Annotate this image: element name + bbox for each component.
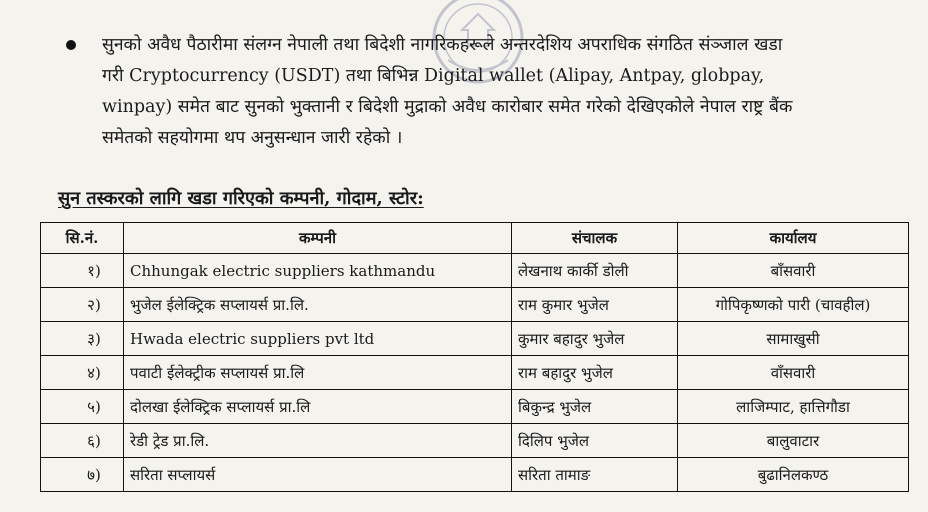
paragraph-text: [102, 30, 892, 154]
cell-office: बालुवाटार: [678, 424, 909, 458]
cell-company: Chhungak electric suppliers kathmandu: [124, 254, 512, 288]
cell-operator: बिकुन्द्र भुजेल: [512, 390, 678, 424]
bullet-item: [62, 30, 902, 154]
cell-office: वाँसवारी: [678, 356, 909, 390]
cell-operator: दिलिप भुजेल: [512, 424, 678, 458]
cell-serial: १): [41, 254, 124, 288]
table-row: [41, 390, 909, 424]
cell-operator: सरिता तामाङ: [512, 458, 678, 492]
cell-serial: ७): [41, 458, 124, 492]
section-heading: सुन तस्करको लागि खडा गरिएको कम्पनी, गोदाम, स्टोर:: [58, 188, 424, 209]
cell-operator: कुमार बहादुर भुजेल: [512, 322, 678, 356]
bullet-icon: [66, 40, 76, 50]
table-header-row: [41, 223, 909, 254]
cell-company: Hwada electric suppliers pvt ltd: [124, 322, 512, 356]
paragraph-line-4: समेतको सहयोगमा थप अनुसन्धान जारी रहेको ।: [102, 128, 403, 148]
bullet-paragraph: [62, 30, 902, 154]
header-serial: सि.नं.: [41, 223, 124, 254]
table-row: [41, 322, 909, 356]
cell-company: पवाटी ईलेक्ट्रीक सप्लायर्स प्रा.लि: [124, 356, 512, 390]
cell-company: भुजेल ईलेक्ट्रिक सप्लायर्स प्रा.लि.: [124, 288, 512, 322]
cell-office: सामाखुसी: [678, 322, 909, 356]
table-row: [41, 424, 909, 458]
paragraph-line-2: गरी Cryptocurrency (USDT) तथा बिभिन्न Digital wallet (Alipay, Antpay, globpay,: [102, 66, 765, 86]
paragraph-line-3: winpay) समेत बाट सुनको भुक्तानी र बिदेशी मुद्राको अवैध कारोबार समेत गरेको देखिएकोले नेपाल राष्ट्र बैंक: [102, 97, 793, 117]
cell-office: बुढानिलकण्ठ: [678, 458, 909, 492]
table-row: [41, 458, 909, 492]
header-office: कार्यालय: [678, 223, 909, 254]
cell-operator: राम कुमार भुजेल: [512, 288, 678, 322]
cell-operator: राम बहादुर भुजेल: [512, 356, 678, 390]
header-company: कम्पनी: [124, 223, 512, 254]
cell-serial: ४): [41, 356, 124, 390]
cell-company: सरिता सप्लायर्स: [124, 458, 512, 492]
cell-operator: लेखनाथ कार्की डोली: [512, 254, 678, 288]
cell-office: गोपिकृष्णको पारी (चावहील): [678, 288, 909, 322]
cell-serial: ५): [41, 390, 124, 424]
table-row: [41, 356, 909, 390]
cell-company: रेडी ट्रेड प्रा.लि.: [124, 424, 512, 458]
cell-company: दोलखा ईलेक्ट्रिक सप्लायर्स प्रा.लि: [124, 390, 512, 424]
table-row: [41, 288, 909, 322]
cell-serial: ३): [41, 322, 124, 356]
company-table: [40, 222, 909, 492]
table-row: [41, 254, 909, 288]
cell-serial: ६): [41, 424, 124, 458]
cell-office: बाँसवारी: [678, 254, 909, 288]
paragraph-line-1: सुनको अवैध पैठारीमा संलग्न नेपाली तथा बिदेशी नागरिकहरूले अन्तरदेशिय अपराधिक संगठित संञ्जाल खडा: [102, 35, 783, 55]
header-operator: संचालक: [512, 223, 678, 254]
cell-serial: २): [41, 288, 124, 322]
cell-office: लाजिम्पाट, हात्तिगौडा: [678, 390, 909, 424]
